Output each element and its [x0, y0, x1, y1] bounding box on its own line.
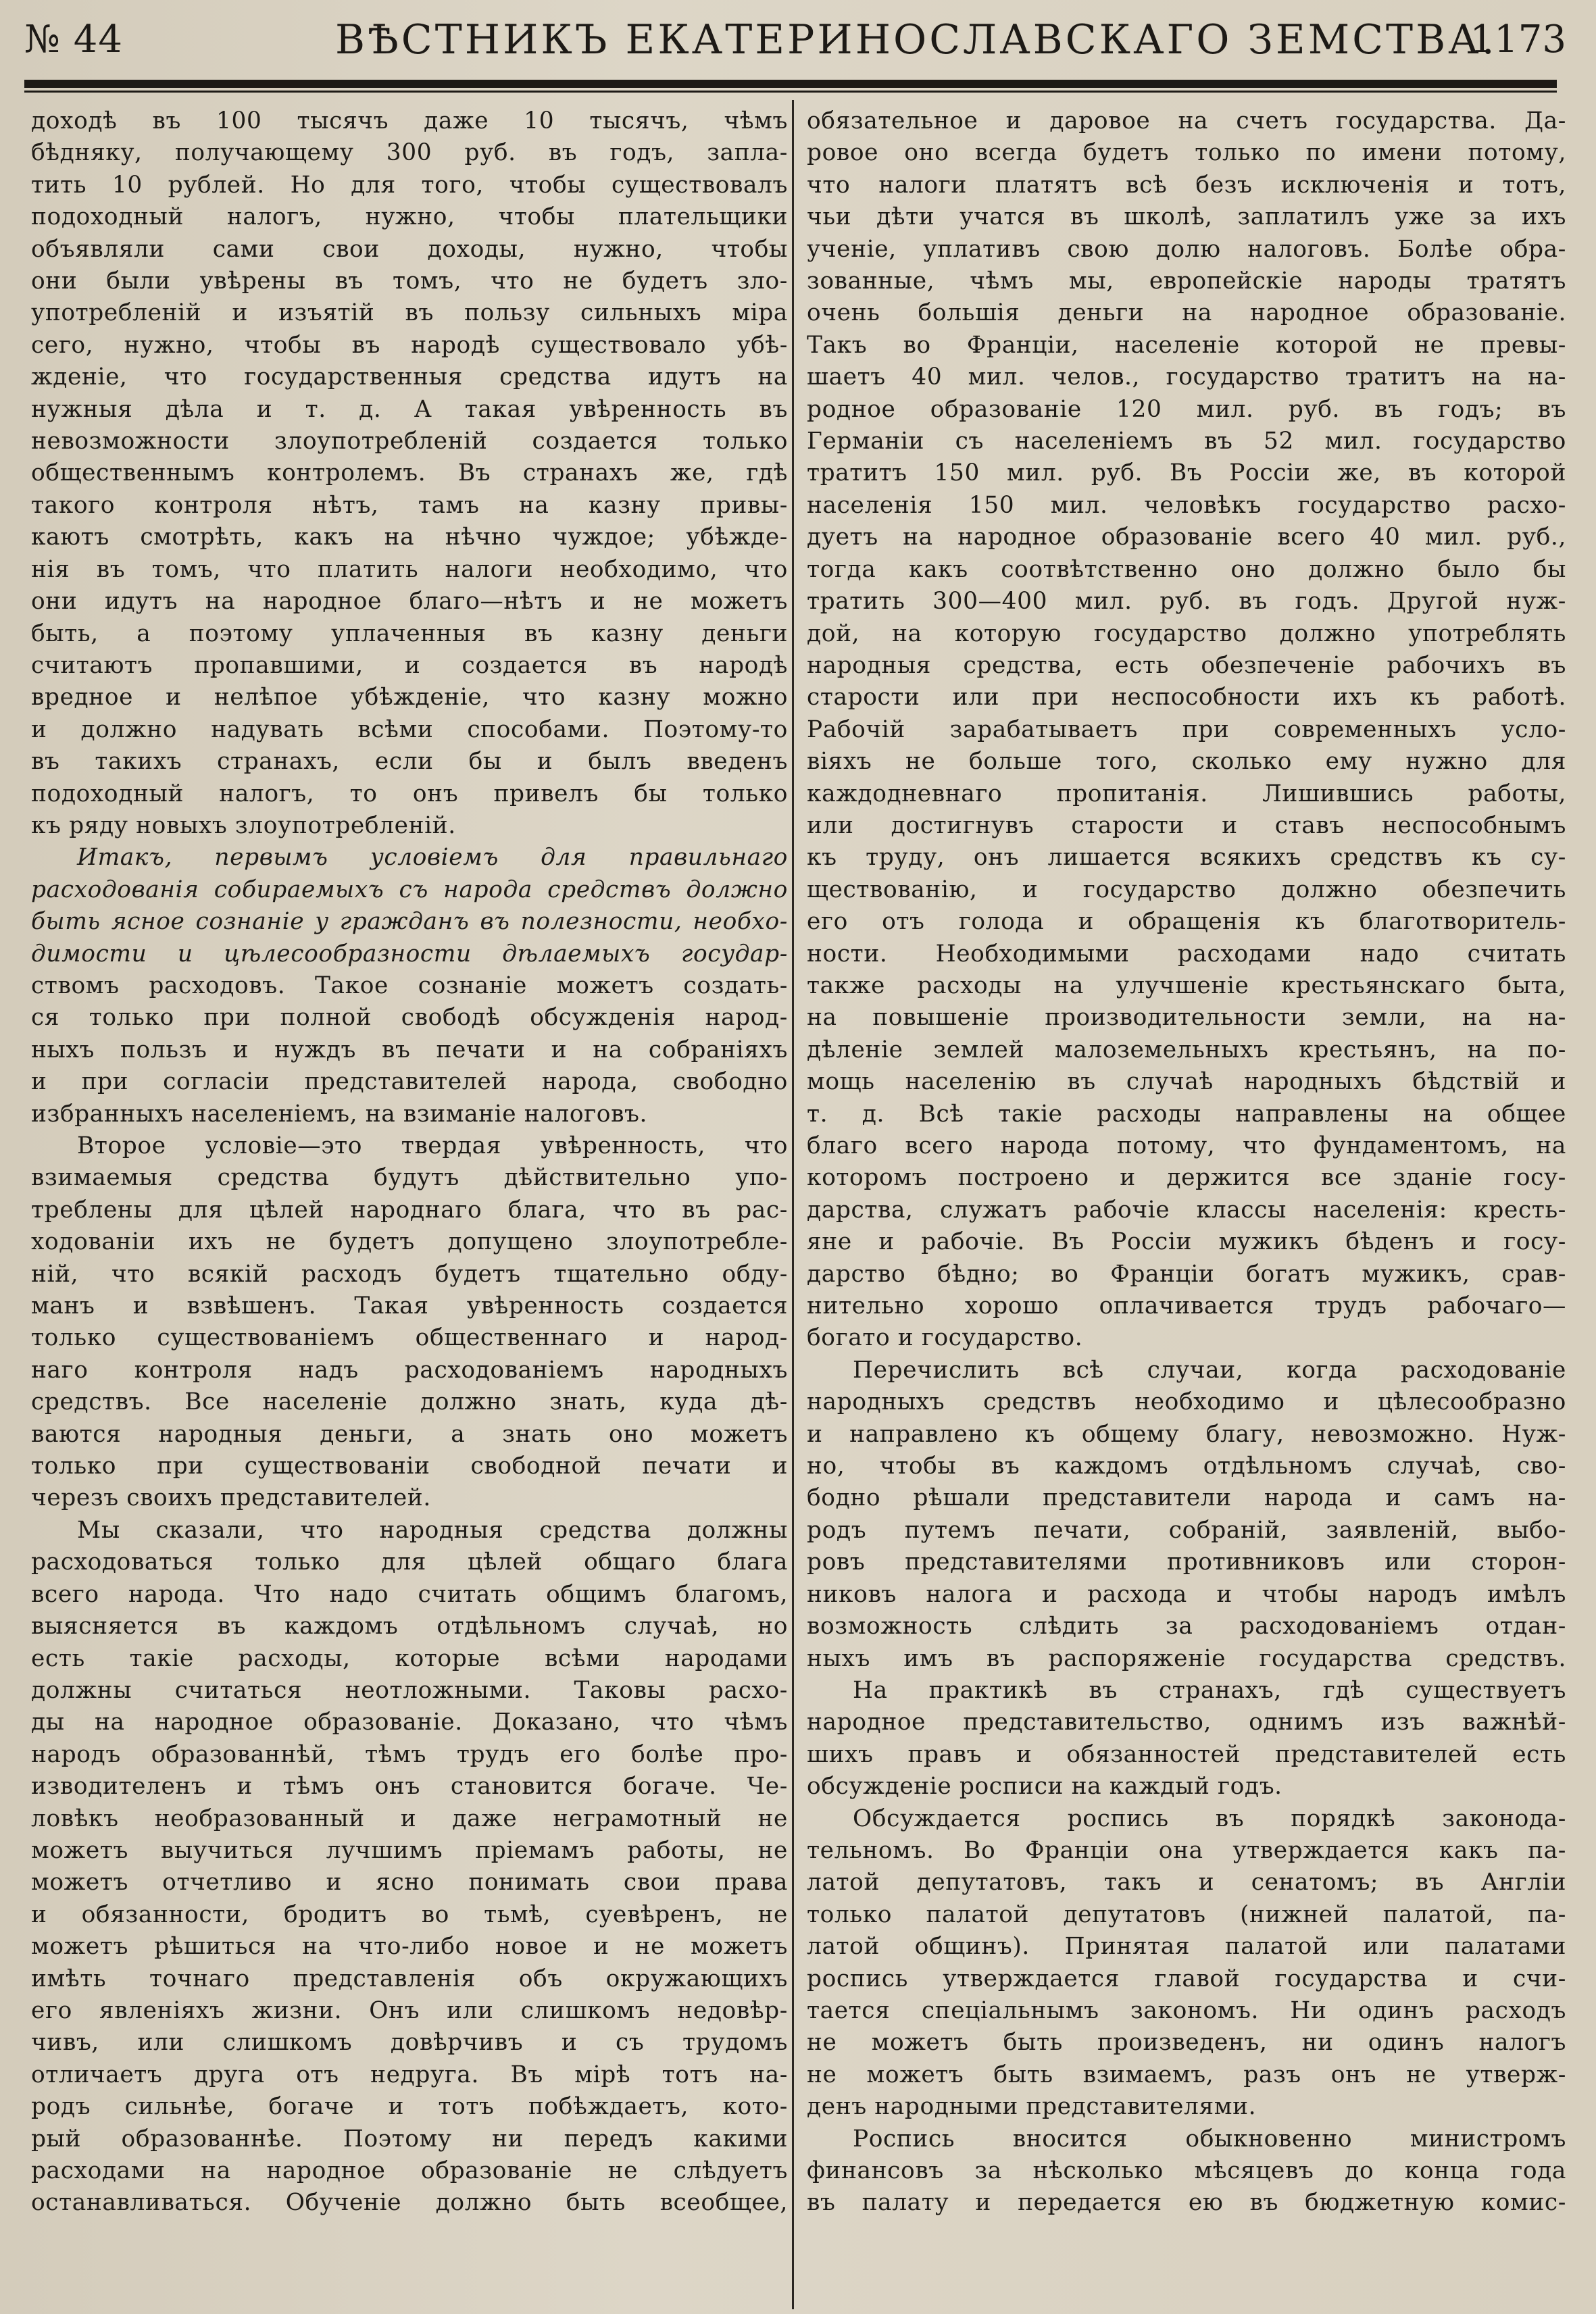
text-line: къ труду, онъ лишается всякихъ средствъ къ су- [807, 844, 1566, 872]
text-line: т. д. Всѣ такіе расходы направлены на общее [807, 1100, 1566, 1128]
text-line: не можетъ быть взимаемъ, разъ онъ не утверж- [807, 2061, 1566, 2088]
text-line: имѣть точнаго представленія объ окружающихъ [31, 1965, 788, 1992]
text-line: расходованія собираемыхъ съ народа средствъ должно [31, 876, 788, 903]
text-line: возможность слѣдить за расходованіемъ отдан- [807, 1613, 1566, 1640]
text-line: тельномъ. Во Франціи она утверждается какъ па- [807, 1836, 1566, 1864]
text-line: роспись утверждается главой государства и счи- [807, 1965, 1566, 1992]
text-line: никовъ налога и расхода и чтобы народъ имѣлъ [807, 1580, 1566, 1608]
text-line: бодно рѣшали представители народа и самъ на- [807, 1484, 1566, 1512]
text-line: рый образованнѣе. Поэтому ни передъ какими [31, 2125, 788, 2153]
text-line: населенія 150 мил. человѣкъ государство расхо- [807, 491, 1566, 519]
text-line: родное образованіе 120 мил. руб. въ годъ; въ [807, 395, 1566, 423]
text-line: въ такихъ странахъ, если бы и былъ введенъ [31, 748, 788, 776]
text-line: Германіи съ населеніемъ въ 52 мил. государство [807, 428, 1566, 455]
text-line: народъ образованнѣй, тѣмъ трудъ его болѣе про- [31, 1740, 788, 1768]
text-line: къ ряду новыхъ злоупотребленій. [31, 811, 456, 839]
text-line: бѣдняку, получающему 300 руб. въ годъ, запла- [31, 139, 788, 167]
text-line: дарства, служатъ рабочіе классы населенія: кресть- [807, 1196, 1566, 1224]
text-line: ныхъ пользъ и нуждъ въ печати и на собраніяхъ [31, 1036, 788, 1063]
text-line: есть такіе расходы, которые всѣми народами [31, 1644, 788, 1672]
text-line: Обсуждается роспись въ порядкѣ законода- [853, 1805, 1566, 1832]
right-column [807, 105, 1566, 2219]
text-line: дой, на которую государство должно употреблять [807, 620, 1566, 647]
text-line: взимаемыя средства будутъ дѣйствительно упо- [31, 1164, 788, 1192]
text-line: изводителенъ и тѣмъ онъ становится богаче. Че- [31, 1773, 788, 1801]
header-rule [24, 80, 1557, 88]
text-line: чьи дѣти учатся въ школѣ, заплатилъ уже за ихъ [807, 203, 1566, 231]
text-line: сего, нужно, чтобы въ народѣ существовало убѣ- [31, 331, 788, 359]
text-line: латой общинъ). Принятая палатой или палатами [807, 1933, 1566, 1961]
text-line: должны считаться неотложными. Таковы расхо- [31, 1676, 788, 1704]
text-line: дуетъ на народное образованіе всего 40 мил. руб., [807, 524, 1566, 551]
text-line: вредное и нелѣпое убѣжденіе, что казну можно [31, 684, 788, 711]
text-line: тратитъ 150 мил. руб. Въ Россіи же, въ которой [807, 459, 1566, 487]
text-line: невозможности злоупотребленій создается только [31, 428, 788, 455]
text-line: шихъ правъ и обязанностей представителей есть [807, 1740, 1566, 1768]
text-line: или достигнувъ старости и ставъ неспособнымъ [807, 811, 1566, 839]
issue-number: № 44 [24, 18, 124, 61]
text-line: тить 10 рублей. Но для того, чтобы существовалъ [31, 171, 788, 199]
text-line: ды на народное образованіе. Доказано, что чѣмъ [31, 1709, 788, 1736]
text-line: тратить 300—400 мил. руб. въ годъ. Другой нуж- [807, 588, 1566, 615]
text-line: ній, что всякій расходъ будетъ тщательно обду- [31, 1260, 788, 1288]
text-line: финансовъ за нѣсколько мѣсяцевъ до конца года [807, 2157, 1566, 2184]
text-line: богато и государство. [807, 1324, 1083, 1352]
text-line: Такъ во Франціи, населеніе которой не превы- [807, 331, 1566, 359]
text-line: его отъ голода и обращенія къ благотворитель- [807, 908, 1566, 936]
text-line: и направлено къ общему благу, невозможно. Нуж- [807, 1420, 1566, 1448]
text-line: треблены для цѣлей народнаго блага, что въ рас- [31, 1196, 788, 1224]
text-line: нужныя дѣла и т. д. А такая увѣренность въ [31, 395, 788, 423]
text-line: всего народа. Что надо считать общимъ благомъ, [31, 1580, 788, 1608]
text-line: Роспись вносится обыкновенно министромъ [853, 2125, 1566, 2153]
text-line: употребленій и изъятій въ пользу сильныхъ міра [31, 299, 788, 327]
text-line: ныхъ имъ въ распоряженіе государства средствъ. [807, 1644, 1566, 1672]
text-line: ствомъ расходовъ. Такое сознаніе можетъ создать- [31, 972, 788, 999]
text-line: только при существованіи свободной печати и [31, 1453, 788, 1480]
text-line: останавливаться. Обученіе должно быть всеобщее, [31, 2189, 788, 2217]
text-line: мощь населенію въ случаѣ народныхъ бѣдствій и [807, 1068, 1566, 1096]
text-line: ся только при полной свободѣ обсужденія народ- [31, 1004, 788, 1032]
text-line: подоходный налогъ, то онъ привелъ бы только [31, 780, 788, 807]
text-line: только палатой депутатовъ (нижней палатой, па- [807, 1901, 1566, 1928]
text-line: тается спеціальнымъ закономъ. Ни одинъ расходъ [807, 1996, 1566, 2024]
text-line: На практикѣ въ странахъ, гдѣ существуетъ [853, 1676, 1566, 1704]
text-line: расходоваться только для цѣлей общаго блага [31, 1549, 788, 1576]
text-line: объявляли сами свои доходы, нужно, чтобы [31, 235, 788, 263]
text-line: віяхъ не больше того, сколько ему нужно для [807, 748, 1566, 776]
journal-title: ВѢСТНИКЪ ЕКАТЕРИНОСЛАВСКАГО ЗЕМСТВА. [335, 16, 1497, 64]
text-line: зованные, чѣмъ мы, европейскіе народы тратятъ [807, 268, 1566, 295]
text-line: димости и цѣлесообразности дѣлаемыхъ государ- [31, 940, 788, 967]
text-line: расходами на народное образованіе не слѣдуетъ [31, 2157, 788, 2184]
column-divider [792, 100, 794, 2309]
text-line: средствъ. Все населеніе должно знать, куда дѣ- [31, 1388, 788, 1416]
text-line: дѣленіе землей малоземельныхъ крестьянъ, на по- [807, 1036, 1566, 1063]
text-line: они идутъ на народное благо—нѣтъ и не можетъ [31, 588, 788, 615]
text-line: избранныхъ населеніемъ, на взиманіе налоговъ. [31, 1100, 648, 1128]
text-line: ваются народныя деньги, а знать оно можетъ [31, 1420, 788, 1448]
text-line: также расходы на улучшеніе крестьянскаго быта, [807, 972, 1566, 999]
text-line: каждодневнаго пропитанія. Лишившись работы, [807, 780, 1566, 807]
text-line: доходѣ въ 100 тысячъ даже 10 тысячъ, чѣмъ [31, 107, 788, 134]
text-line: обязательное и даровое на счетъ государства. Да- [807, 107, 1566, 134]
text-line: родъ сильнѣе, богаче и тотъ побѣждаетъ, кото- [31, 2093, 788, 2121]
text-line: и при согласіи представителей народа, свободно [31, 1068, 788, 1096]
text-line: Итакъ, первымъ условіемъ для правильнаго [77, 844, 788, 872]
text-line: жденіе, что государственныя средства идутъ на [31, 363, 788, 391]
text-line: ровое оно всегда будетъ только по имени потому, [807, 139, 1566, 167]
header-rule-thin [24, 91, 1557, 93]
text-line: шаетъ 40 мил. челов., государство тратитъ на на- [807, 363, 1566, 391]
text-line: ловѣкъ необразованный и даже неграмотный не [31, 1805, 788, 1832]
text-line: въ палату и передается ею въ бюджетную комис- [807, 2189, 1566, 2217]
left-column [31, 105, 788, 2219]
text-line: которомъ построено и держится все зданіе госу- [807, 1164, 1566, 1192]
text-line: родъ путемъ печати, собраній, заявленій, выбо- [807, 1516, 1566, 1544]
text-line: ности. Необходимыми расходами надо считать [807, 940, 1566, 967]
text-line: ходованіи ихъ не будетъ допущено злоупотребле- [31, 1228, 788, 1256]
text-line: народное представительство, однимъ изъ важнѣй- [807, 1709, 1566, 1736]
text-line: что налоги платятъ всѣ безъ исключенія и тотъ, [807, 171, 1566, 199]
text-line: подоходный налогъ, нужно, чтобы плательщики [31, 203, 788, 231]
text-line: нія въ томъ, что платить налоги необходимо, что [31, 555, 788, 583]
text-line: Мы сказали, что народныя средства должны [77, 1516, 788, 1544]
text-line: очень большія деньги на народное образованіе. [807, 299, 1566, 327]
text-line: ученіе, уплативъ свою долю налоговъ. Болѣе обра- [807, 235, 1566, 263]
text-line: можетъ выучиться лучшимъ пріемамъ работы, не [31, 1836, 788, 1864]
text-line: черезъ своихъ представителей. [31, 1484, 431, 1512]
text-line: общественнымъ контролемъ. Въ странахъ же, гдѣ [31, 459, 788, 487]
text-line: денъ народными представителями. [807, 2093, 1257, 2121]
text-line: отличаетъ друга отъ недруга. Въ мірѣ тотъ на- [31, 2061, 788, 2088]
text-line: они были увѣрены въ томъ, что не будетъ зло- [31, 268, 788, 295]
text-line: выясняется въ каждомъ отдѣльномъ случаѣ, но [31, 1613, 788, 1640]
text-line: можетъ рѣшиться на что-либо новое и не можетъ [31, 1933, 788, 1961]
text-line: обсужденіе росписи на каждый годъ. [807, 1773, 1282, 1801]
text-line: Второе условіе—это твердая увѣренность, что [77, 1132, 788, 1159]
text-line: можетъ отчетливо и ясно понимать свои права [31, 1869, 788, 1896]
text-line: только существованіемъ общественнаго и народ- [31, 1324, 788, 1352]
text-line: считаютъ пропавшими, и создается въ народѣ [31, 651, 788, 679]
text-line: ровъ представителями противниковъ или сторон- [807, 1549, 1566, 1576]
text-line: народныя средства, есть обезпеченіе рабочихъ въ [807, 651, 1566, 679]
text-line: народныхъ средствъ необходимо и цѣлесообразно [807, 1388, 1566, 1416]
text-line: Перечислить всѣ случаи, когда расходованіе [853, 1356, 1566, 1384]
text-line: манъ и взвѣшенъ. Такая увѣренность создается [31, 1292, 788, 1320]
text-line: быть ясное сознаніе у гражданъ въ полезности, необхо- [31, 908, 788, 936]
text-line: яне и рабочіе. Въ Россіи мужикъ бѣденъ и госу- [807, 1228, 1566, 1256]
text-line: каютъ смотрѣть, какъ на нѣчно чуждое; убѣжде- [31, 524, 788, 551]
text-line: и обязанности, бродитъ во тьмѣ, суевѣренъ, не [31, 1901, 788, 1928]
text-line: латой депутатовъ, такъ и сенатомъ; въ Англіи [807, 1869, 1566, 1896]
text-line: наго контроля надъ расходованіемъ народныхъ [31, 1356, 788, 1384]
text-line: нительно хорошо оплачивается трудъ рабочаго— [807, 1292, 1566, 1320]
text-line: чивъ, или слишкомъ довѣрчивъ и съ трудомъ [31, 2029, 788, 2057]
text-line: но, чтобы въ каждомъ отдѣльномъ случаѣ, сво- [807, 1453, 1566, 1480]
text-line: на повышеніе производительности земли, на на- [807, 1004, 1566, 1032]
text-line: тогда какъ соотвѣтственно оно должно было бы [807, 555, 1566, 583]
text-line: Рабочій зарабатываетъ при современныхъ усло- [807, 715, 1566, 743]
text-line: и должно надувать всѣми способами. Поэтому-то [31, 715, 788, 743]
text-line: его явленіяхъ жизни. Онъ или слишкомъ недовѣр- [31, 1996, 788, 2024]
text-line: дарство бѣдно; во Франціи богатъ мужикъ, срав- [807, 1260, 1566, 1288]
page-number: 1173 [1470, 18, 1566, 61]
text-line: старости или при неспособности ихъ къ работѣ. [807, 684, 1566, 711]
text-line: ществованію, и государство должно обезпечить [807, 876, 1566, 903]
text-line: не можетъ быть произведенъ, ни одинъ налогъ [807, 2029, 1566, 2057]
page-header [24, 12, 1572, 73]
text-line: быть, а поэтому уплаченныя въ казну деньги [31, 620, 788, 647]
text-line: благо всего народа потому, что фундаментомъ, на [807, 1132, 1566, 1159]
text-line: такого контроля нѣтъ, тамъ на казну привы- [31, 491, 788, 519]
